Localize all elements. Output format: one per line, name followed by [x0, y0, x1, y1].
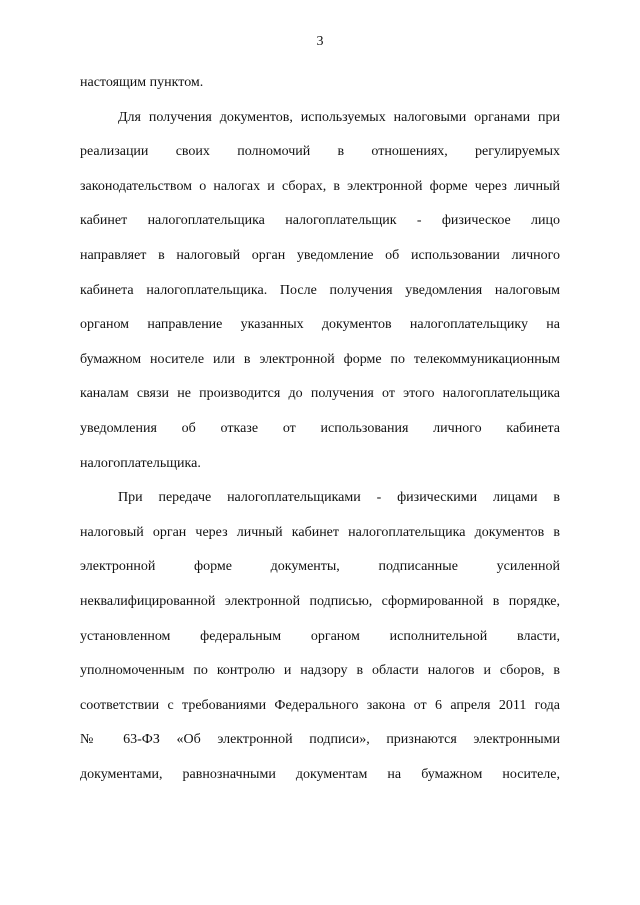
text-line: органом направление указанных документов налогоплательщику на: [80, 317, 560, 333]
text-line: законодательством о налогах и сборах, в электронной форме через личный: [80, 178, 560, 194]
paragraph-electronic-signature: [80, 481, 560, 792]
paragraph-continuation: [80, 66, 560, 101]
text-line: документами, равнозначными документам на бумажном носителе,: [80, 766, 560, 782]
text-line: кабинет налогоплательщика налогоплательщик - физическое лицо: [80, 213, 560, 229]
text-line: электронной форме документы, подписанные усиленной: [80, 559, 560, 575]
page-number: 3: [316, 34, 324, 49]
document-body: [80, 66, 560, 792]
text-line: При передаче налогоплательщиками - физическими лицами в: [118, 490, 560, 506]
text-line: № 63-ФЗ «Об электронной подписи», признаются электронными: [80, 732, 560, 748]
text-line: налоговый орган через личный кабинет налогоплательщика документов в: [80, 524, 560, 540]
text-line: соответствии с требованиями Федерального закона от 6 апреля 2011 года: [80, 697, 560, 713]
text-line: каналам связи не производится до получения от этого налогоплательщика: [80, 386, 560, 402]
text-line: установленном федеральным органом исполнительной власти,: [80, 628, 560, 644]
text-line: неквалифицированной электронной подписью, сформированной в порядке,: [80, 593, 560, 609]
text-line: направляет в налоговый орган уведомление об использовании личного: [80, 247, 560, 263]
text-line: бумажном носителе или в электронной форме по телекоммуникационным: [80, 351, 560, 367]
text-line: уполномоченным по контролю и надзору в области налогов и сборов, в: [80, 663, 560, 679]
text-line: уведомления об отказе от использования личного кабинета: [80, 420, 560, 436]
text-line: настоящим пунктом.: [80, 75, 204, 90]
text-line: реализации своих полномочий в отношениях, регулируемых: [80, 144, 560, 160]
text-line: кабинета налогоплательщика. После получения уведомления налоговым: [80, 282, 560, 298]
text-line: Для получения документов, используемых налоговыми органами при: [118, 109, 560, 125]
text-line: налогоплательщика.: [80, 455, 201, 471]
paragraph-personal-cabinet-notice: [80, 101, 560, 482]
